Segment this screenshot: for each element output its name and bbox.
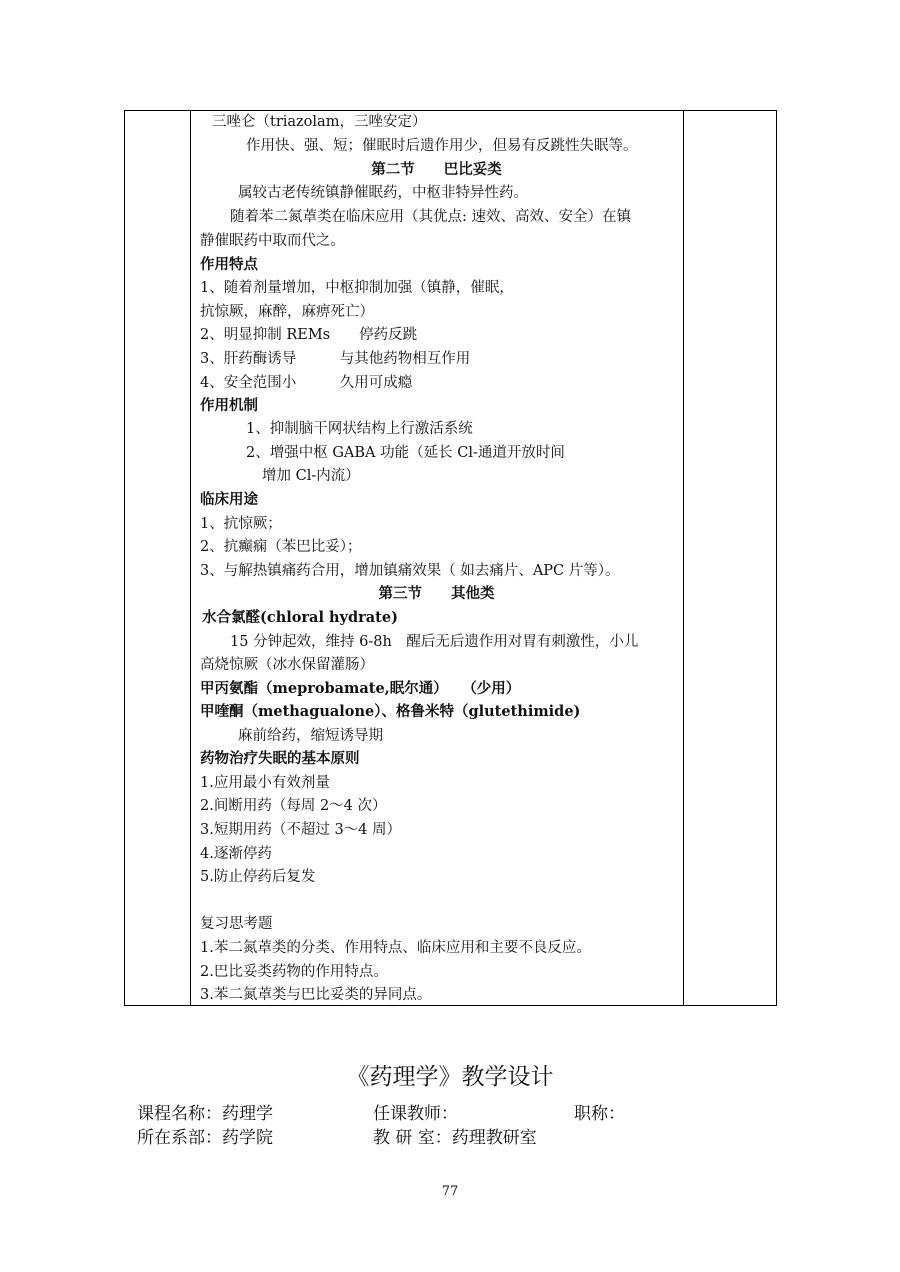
text-line: 三唑仑（triazolam，三唑安定）: [212, 114, 427, 130]
text-line: 5.防止停药后复发: [200, 869, 316, 885]
text-line: 抗惊厥，麻醉，麻痹死亡）: [200, 304, 374, 320]
course-name: 课程名称：药理学: [137, 1104, 273, 1124]
text-line: 1、抗惊厥；: [200, 516, 282, 532]
text-line: 1、随着剂量增加，中枢抑制加强（镇静，催眠，: [200, 280, 514, 296]
subheading: 作用特点: [200, 256, 258, 273]
text-line: 1.应用最小有效剂量: [200, 775, 330, 791]
review-heading: 复习思考题: [200, 916, 273, 932]
text-line: 作用快、强、短；催眠时后遗作用少，但易有反跳性失眠等。: [246, 138, 638, 154]
subheading: 水合氯醛(chloral hydrate): [202, 609, 398, 626]
department: 所在系部：药学院: [137, 1128, 273, 1148]
text-line: 2、明显抑制 REMs 停药反跳: [200, 327, 418, 343]
teacher-label: 任课教师：: [373, 1104, 458, 1124]
text-line: 15 分钟起效，维持 6-8h 醒后无后遗作用对胃有刺激性，小儿: [230, 634, 639, 650]
page-number: 77: [441, 1184, 459, 1199]
document-title: 《药理学》教学设计: [346, 1064, 554, 1090]
text-line: 1、抑制脑干网状结构上行激活系统: [246, 421, 473, 437]
table-divider-left: [190, 111, 191, 1005]
text-line: 3.短期用药（不超过 3～4 周）: [200, 822, 402, 838]
review-item: 3.苯二氮䓬类与巴比妥类的异同点。: [200, 987, 432, 1003]
review-item: 1.苯二氮䓬类的分类、作用特点、临床应用和主要不良反应。: [200, 940, 591, 956]
table-divider-right: [683, 111, 684, 1005]
text-line: 3、与解热镇痛药合用，增加镇痛效果（ 如去痛片、APC 片等）。: [200, 563, 620, 579]
text-line: 增加 Cl-内流）: [262, 468, 360, 484]
text-line: 4、安全范围小 久用可成瘾: [200, 375, 413, 391]
text-line: 4.逐渐停药: [200, 846, 272, 862]
text-line: 2、抗癫痫（苯巴比妥）；: [200, 539, 362, 555]
subheading: 药物治疗失眠的基本原则: [200, 750, 360, 767]
text-line: 麻前给药，缩短诱导期: [238, 728, 383, 744]
text-line: 静催眠药中取而代之。: [200, 233, 345, 249]
text-line: 属较古老传统镇静催眠药，中枢非特异性药。: [238, 185, 528, 201]
subheading: 作用机制: [200, 397, 258, 414]
subheading: 甲喹酮（methagualone）、格鲁米特（glutethimide): [200, 703, 581, 720]
text-line: 2.间断用药（每周 2～4 次）: [200, 798, 387, 814]
subheading: 临床用途: [200, 491, 258, 508]
text-line: 随着苯二氮䓬类在临床应用（其优点: 速效、高效、安全）在镇: [230, 209, 631, 225]
rank-label: 职称：: [574, 1104, 625, 1124]
teaching-office: 教 研 室：药理教研室: [373, 1128, 537, 1148]
subheading: 甲丙氨酯（meprobamate,眠尔通） （少用）: [200, 680, 521, 697]
section-heading: 第二节 巴比妥类: [371, 161, 502, 178]
text-line: 高烧惊厥（冰水保留灌肠）: [200, 657, 374, 673]
text-line: 2、增强中枢 GABA 功能（延长 Cl-通道开放时间: [246, 445, 565, 461]
text-line: 3、肝药酶诱导 与其他药物相互作用: [200, 351, 471, 367]
section-heading: 第三节 其他类: [378, 585, 495, 602]
review-item: 2.巴比妥类药物的作用特点。: [200, 964, 388, 980]
